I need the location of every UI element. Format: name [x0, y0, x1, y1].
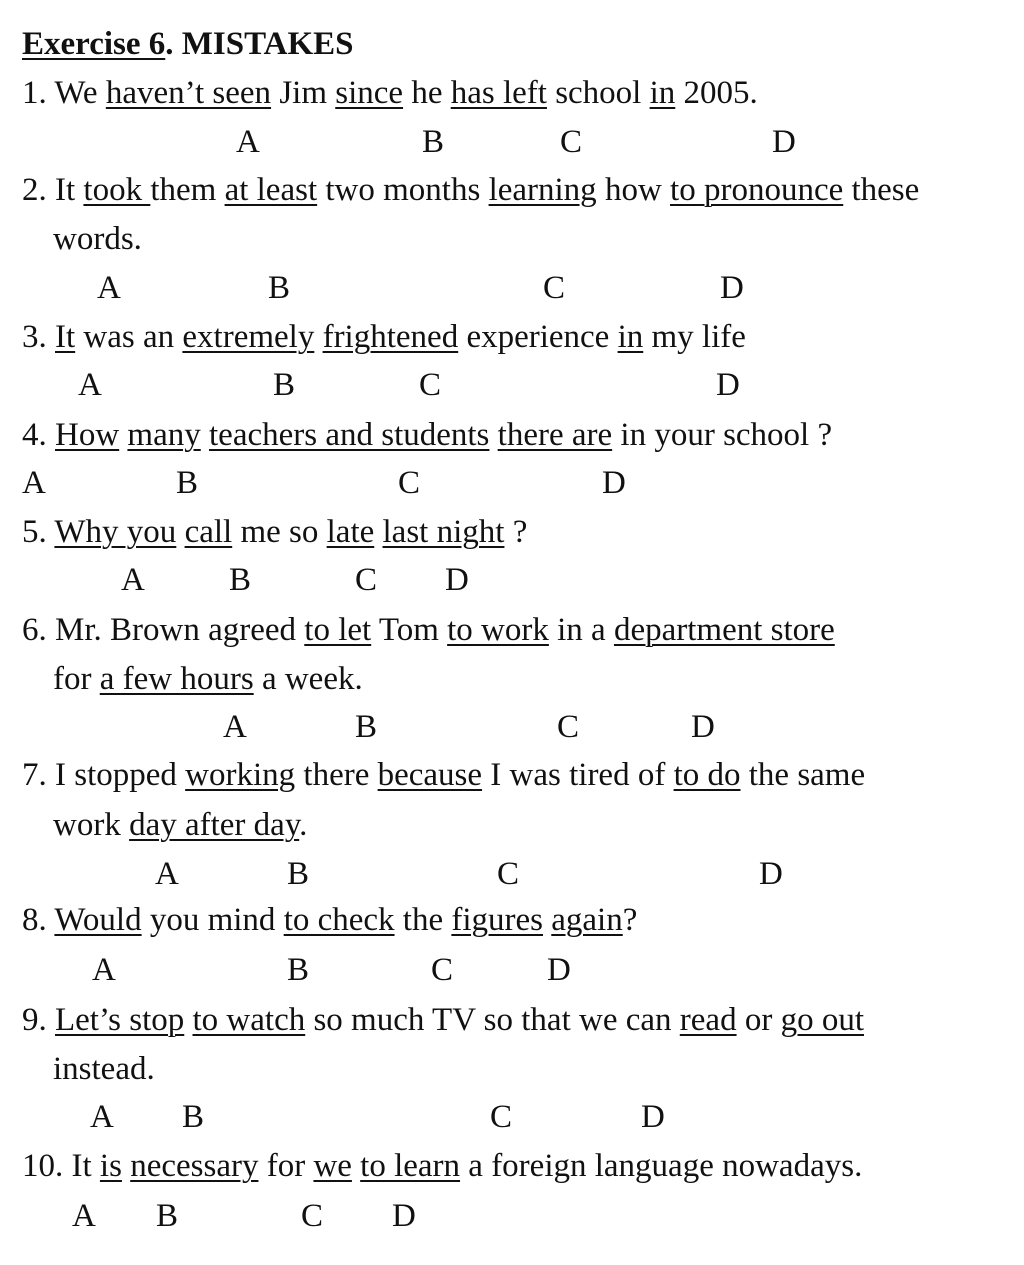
text-segment: you mind — [141, 902, 284, 938]
underlined-segment: again — [551, 902, 623, 938]
underlined-segment: last night — [382, 514, 505, 550]
underlined-segment: since — [335, 75, 404, 111]
text-segment: 10. It — [22, 1148, 100, 1184]
text-segment: a week. — [253, 661, 363, 697]
underlined-segment: to watch — [192, 1002, 306, 1038]
text-segment: . — [299, 807, 308, 843]
underlined-segment: frightened — [322, 319, 459, 355]
answer-letter-10-c: C — [301, 1198, 324, 1234]
answer-letter-3-c: C — [419, 367, 442, 403]
answer-letter-2-b: B — [268, 270, 291, 306]
answer-letter-7-d: D — [759, 856, 783, 892]
answer-letter-1-c: C — [560, 124, 583, 160]
answer-letter-8-c: C — [431, 952, 454, 988]
answer-letter-4-d: D — [602, 465, 626, 501]
text-segment: I was tired of — [482, 757, 674, 793]
answer-letter-2-a: A — [97, 270, 121, 306]
text-segment: these — [843, 172, 920, 208]
answer-letter-1-b: B — [422, 124, 445, 160]
underlined-segment: figures — [451, 902, 544, 938]
underlined-segment: necessary — [130, 1148, 259, 1184]
text-segment: or — [736, 1002, 781, 1038]
underlined-segment: read — [679, 1002, 737, 1038]
text-segment: 6. Mr. Brown agreed — [22, 612, 305, 648]
underlined-segment: day after day — [129, 807, 300, 843]
answer-letter-9-a: A — [90, 1099, 114, 1135]
answer-letter-3-b: B — [273, 367, 296, 403]
text-segment: 2. It — [22, 172, 84, 208]
text-segment: he — [403, 75, 451, 111]
text-segment: 2005. — [675, 75, 758, 111]
answer-letter-7-b: B — [287, 856, 310, 892]
underlined-segment: learning — [488, 172, 597, 208]
answer-letter-5-a: A — [121, 562, 145, 598]
answer-letter-4-c: C — [398, 465, 421, 501]
answer-letter-1-a: A — [236, 124, 260, 160]
underlined-segment: extremely — [182, 319, 315, 355]
answer-letter-7-a: A — [155, 856, 179, 892]
underlined-segment: teachers and students — [209, 417, 490, 453]
answer-letter-3-d: D — [716, 367, 740, 403]
answer-letter-6-d: D — [691, 709, 715, 745]
answer-letter-9-c: C — [490, 1099, 513, 1135]
text-segment: was an — [75, 319, 183, 355]
underlined-segment: to check — [283, 902, 395, 938]
underlined-segment: It — [55, 319, 76, 355]
underlined-segment: to do — [673, 757, 741, 793]
answer-letter-8-b: B — [287, 952, 310, 988]
underlined-segment: Why you — [54, 514, 177, 550]
answer-letter-7-c: C — [497, 856, 520, 892]
text-segment: how — [596, 172, 671, 208]
answer-letter-5-b: B — [229, 562, 252, 598]
text-segment: Tom — [371, 612, 448, 648]
underlined-segment: took — [83, 172, 151, 208]
answer-letter-10-b: B — [156, 1198, 179, 1234]
answer-letter-10-d: D — [392, 1198, 416, 1234]
text-segment: so much TV so that we can — [305, 1002, 680, 1038]
underlined-segment: there are — [497, 417, 613, 453]
answer-letter-2-c: C — [543, 270, 566, 306]
underlined-segment: department store — [613, 612, 835, 648]
underlined-segment: in — [617, 319, 644, 355]
underlined-segment: working — [185, 757, 296, 793]
text-segment: the same — [740, 757, 866, 793]
text-segment: in your school ? — [612, 417, 833, 453]
underlined-segment: at least — [224, 172, 318, 208]
text-segment: ? — [622, 902, 638, 938]
underlined-segment: we — [313, 1148, 352, 1184]
underlined-segment: a few hours — [99, 661, 254, 697]
underlined-segment: is — [99, 1148, 122, 1184]
underlined-segment: to pronounce — [670, 172, 844, 208]
text-segment: me so — [232, 514, 327, 550]
answer-letter-5-c: C — [355, 562, 378, 598]
underlined-segment: because — [377, 757, 483, 793]
text-segment: school — [546, 75, 650, 111]
answer-letter-2-d: D — [720, 270, 744, 306]
text-segment: the — [394, 902, 452, 938]
underlined-segment: to work — [447, 612, 549, 648]
text-segment: two months — [317, 172, 489, 208]
answer-letter-5-d: D — [445, 562, 469, 598]
underlined-segment: many — [127, 417, 201, 453]
underlined-segment: call — [184, 514, 233, 550]
answer-letter-8-a: A — [92, 952, 116, 988]
answer-letter-9-b: B — [182, 1099, 205, 1135]
underlined-segment: late — [326, 514, 375, 550]
answer-letter-6-b: B — [355, 709, 378, 745]
underlined-segment: to learn — [360, 1148, 461, 1184]
answer-letter-3-a: A — [78, 367, 102, 403]
text-segment: experience — [458, 319, 618, 355]
underlined-segment: Would — [54, 902, 142, 938]
answer-letter-10-a: A — [72, 1198, 96, 1234]
text-segment: 5. — [22, 514, 55, 550]
underlined-segment: How — [55, 417, 120, 453]
text-segment: 3. — [22, 319, 55, 355]
underlined-segment: haven’t seen — [105, 75, 272, 111]
answer-letter-6-c: C — [557, 709, 580, 745]
answer-letter-6-a: A — [223, 709, 247, 745]
underlined-segment: in — [649, 75, 676, 111]
text-segment: 7. I stopped — [22, 757, 186, 793]
text-segment: my life — [643, 319, 746, 355]
text-segment: for — [53, 661, 100, 697]
text-segment: there — [295, 757, 378, 793]
text-segment: for — [258, 1148, 314, 1184]
answer-letter-8-d: D — [547, 952, 571, 988]
text-segment: 1. We — [22, 75, 106, 111]
text-segment: 9. — [22, 1002, 55, 1038]
answer-letter-4-b: B — [176, 465, 199, 501]
text-segment: instead. — [53, 1051, 155, 1087]
answer-letter-1-d: D — [772, 124, 796, 160]
text-segment: work — [53, 807, 130, 843]
text-segment: ? — [504, 514, 528, 550]
text-segment: words. — [53, 221, 142, 257]
underlined-segment: has left — [450, 75, 547, 111]
underlined-segment: Let’s stop — [55, 1002, 185, 1038]
title-rest: . MISTAKES — [165, 26, 354, 62]
text-segment: a foreign language nowadays. — [460, 1148, 863, 1184]
answer-letter-4-a: A — [22, 465, 46, 501]
answer-letter-9-d: D — [641, 1099, 665, 1135]
text-segment: Jim — [271, 75, 336, 111]
underlined-segment: go out — [780, 1002, 864, 1038]
text-segment: 4. — [22, 417, 55, 453]
text-segment: in a — [548, 612, 614, 648]
text-segment: 8. — [22, 902, 55, 938]
exercise-label: Exercise 6 — [22, 26, 166, 62]
underlined-segment: to let — [304, 612, 372, 648]
text-segment: them — [150, 172, 225, 208]
